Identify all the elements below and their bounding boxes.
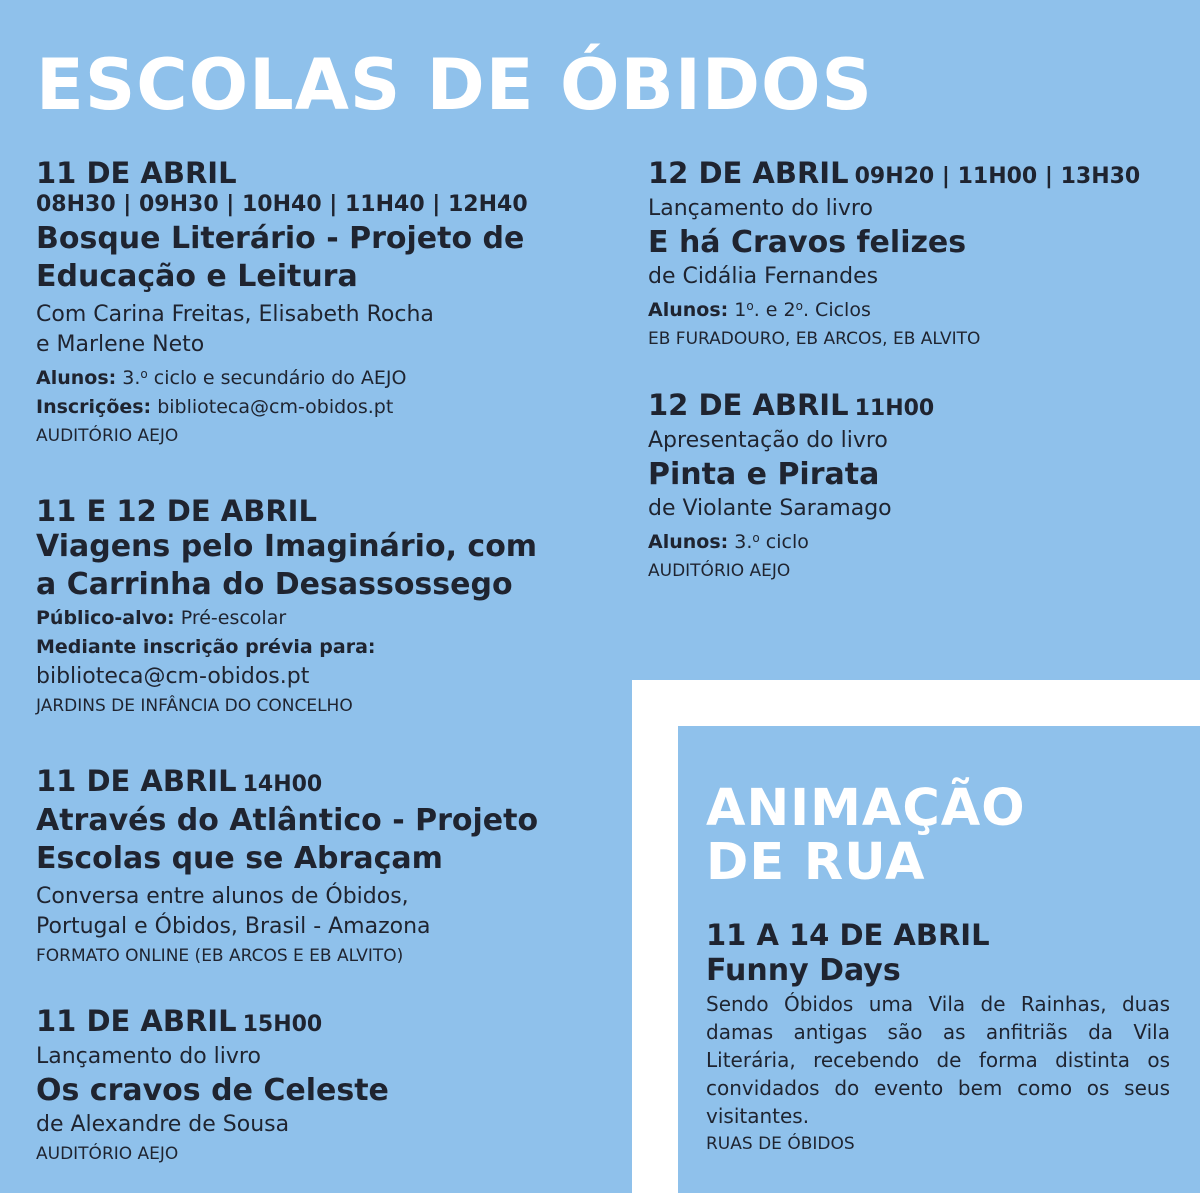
event-title: E há Cravos felizes (648, 225, 967, 260)
event-description: Sendo Óbidos uma Vila de Rainhas, duas damas antigas são as anfitriãs da Vila Literária, recebendo de forma distinta os convidados do evento bem como os seus visitantes. (706, 992, 1170, 1128)
event-author: de Alexandre de Sousa (36, 1112, 290, 1137)
event-venue: AUDITÓRIO AEJO (36, 1144, 179, 1164)
event-title: Através do Atlântico - Projeto Escolas que se Abraçam (36, 803, 539, 876)
event-date: 11 A 14 DE ABRIL (706, 918, 990, 952)
event-cravos-celeste (36, 1004, 616, 1168)
event-venue: RUAS DE ÓBIDOS (706, 1134, 855, 1154)
event-title: Funny Days (706, 953, 901, 988)
event-description: Com Carina Freitas, Elisabeth Rocha e Marlene Neto (36, 302, 434, 357)
event-venue: AUDITÓRIO AEJO (648, 561, 791, 581)
event-intro: Apresentação do livro (648, 428, 888, 453)
event-date: 11 DE ABRIL 15H00 (36, 1004, 323, 1038)
event-registration: Inscrições: biblioteca@cm-obidos.pt (36, 396, 394, 418)
event-viagens-imaginario (36, 494, 616, 720)
event-date: 11 E 12 DE ABRIL (36, 494, 317, 528)
event-audience: Alunos: 3.$^o$ ciclo (648, 531, 809, 553)
event-intro: Lançamento do livro (36, 1044, 261, 1069)
page-title: ESCOLAS DE ÓBIDOS (36, 44, 873, 126)
event-cravos-felizes (648, 156, 1188, 353)
event-funny-days (706, 918, 1170, 1158)
event-author: de Violante Saramago (648, 496, 892, 521)
event-title: Pinta e Pirata (648, 457, 880, 492)
event-pinta-pirata (648, 388, 1188, 585)
street-section-title: ANIMAÇÃO DE RUA (706, 779, 1026, 892)
event-date: 12 DE ABRIL 11H00 (648, 388, 935, 422)
event-description: Conversa entre alunos de Óbidos, Portugal e Óbidos, Brasil - Amazona (36, 884, 431, 939)
event-registration-label: Mediante inscrição prévia para: (36, 636, 376, 658)
event-date: 11 DE ABRIL (36, 156, 237, 190)
event-venue: AUDITÓRIO AEJO (36, 426, 179, 446)
event-audience: Alunos: 3.$^o$ ciclo e secundário do AEJO (36, 367, 407, 389)
event-intro: Lançamento do livro (648, 196, 873, 221)
event-audience: Público-alvo: Pré-escolar (36, 607, 287, 629)
event-author: de Cidália Fernandes (648, 264, 879, 289)
event-date: 12 DE ABRIL 09H20 | 11H00 | 13H30 (648, 156, 1141, 190)
event-date: 11 DE ABRIL 14H00 (36, 764, 323, 798)
event-venue: FORMATO ONLINE (EB ARCOS E EB ALVITO) (36, 946, 404, 966)
event-bosque-literario (36, 156, 616, 450)
event-venue: JARDINS DE INFÂNCIA DO CONCELHO (36, 696, 353, 716)
event-audience: Alunos: 1$^o$. e 2$^o$. Ciclos (648, 299, 871, 321)
event-title: Os cravos de Celeste (36, 1073, 389, 1108)
event-email: biblioteca@cm-obidos.pt (36, 664, 310, 689)
event-title: Bosque Literário - Projeto de Educação e Leitura (36, 221, 525, 294)
event-atraves-atlantico (36, 764, 616, 970)
event-venue: EB FURADOURO, EB ARCOS, EB ALVITO (648, 329, 981, 349)
event-times: 08H30 | 09H30 | 10H40 | 11H40 | 12H40 (36, 192, 528, 217)
event-title: Viagens pelo Imaginário, com a Carrinha do Desassossego (36, 529, 538, 602)
